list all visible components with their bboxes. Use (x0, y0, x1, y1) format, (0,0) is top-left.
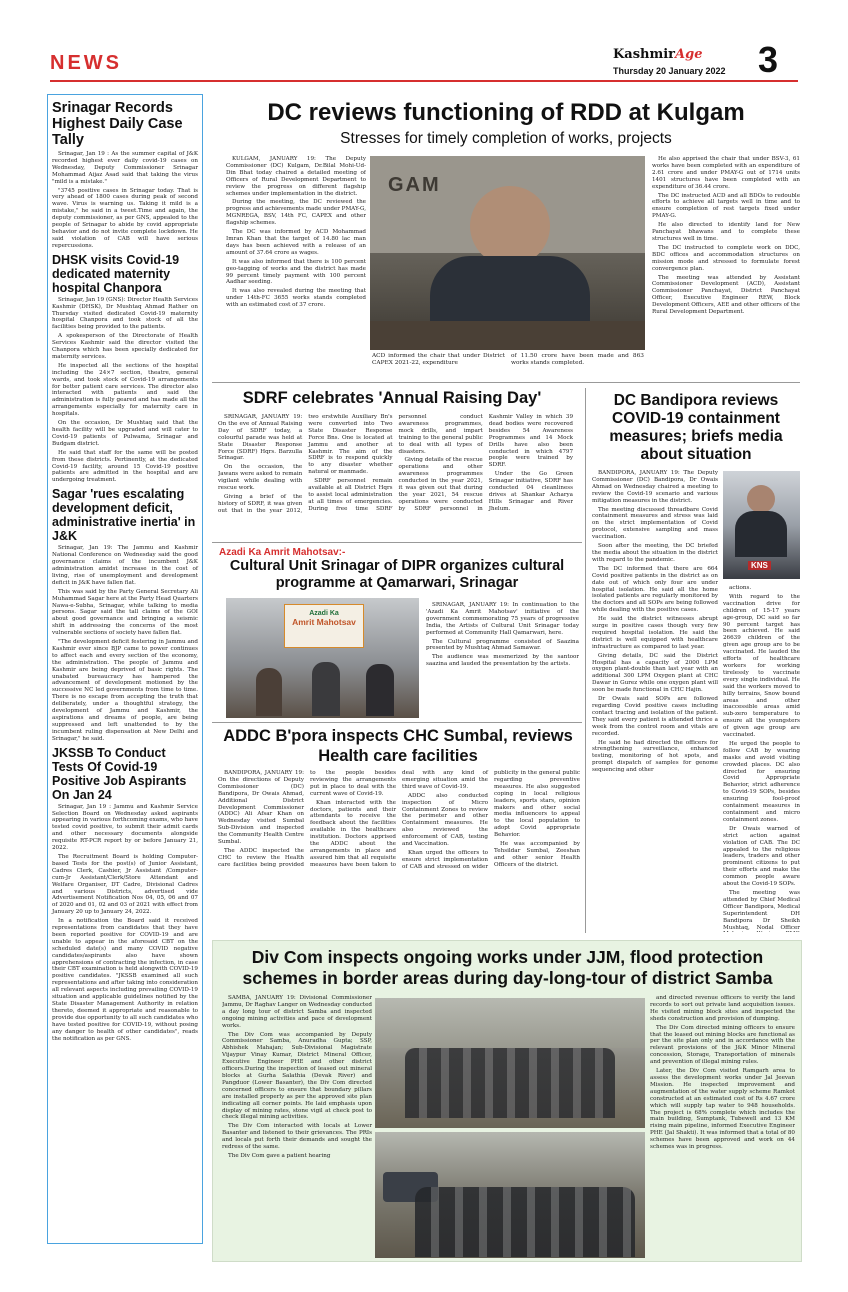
paragraph: He said the district witnesses abrupt surge in positive cases though very few required hospital isolation. He said the district is well equipped with healthcare infrastructure as compared to last year. (592, 616, 718, 650)
photo-person (747, 485, 775, 513)
paragraph: The Cultural programme consisted of Saazina presented by Mushtaq Ahmad Samawar. (426, 638, 579, 652)
paragraph: SRINAGAR, JANUARY 19: On the eve of Annual Raising Day of SDRF today, a colourful parade was held at State Disaster Response Force (SDRF) Hqrs. Barzulla Srinagar. (218, 414, 303, 462)
paragraph: During the meeting, the DC reviewed the progress and achievements made under PMAY-G, MGNREGA, BSV, 14th FC, CAPEX and other flagship schemes. (226, 199, 366, 227)
paragraph: In a notification the Board said it received representations from candidates that they have been reported positive for COVID-19 and are unable to appear in the aforesaid CBT on the scheduled date(s) and many COVID negative candidates/aspirants also have shown apprehensions of contracting the infection, in case their CBT examination is held alongwith COVID-19 positive candidates. "JKSSB examined all such representations and after taking into consideration all relevant aspects including prevailing COVID-19 situation and applicable guidelines notified by the State Disaster Management Authority in relation thereto, deemed it appropriate and reasonable to provide due opportunity to all such candidates who have tested positive for COVID-19, without posing any danger to health of other candidates", reads the notification as per GNS. (52, 918, 198, 1042)
bandipora-headline: DC Bandipora reviews COVID-19 containment measures; briefs media about situation (609, 392, 783, 463)
masthead-rule (50, 80, 798, 82)
paragraph: A spokesperson of the Directorate of Health Services Kashmir said the director visited the Chanpora which has been specially dedicated for maternity services. (52, 333, 198, 360)
caption-part: of 11.50 crore have been made and 863 works stands completed. (511, 353, 644, 366)
photo-person (470, 186, 550, 266)
brief-body (52, 804, 198, 1043)
brand-logo (613, 47, 703, 62)
photo-group (415, 1187, 635, 1257)
paragraph: Giving a brief of the history of SDRF, it was given out that in the year 2012, two erstwhile Auxiliary Bn's were converted into Two State Disaster Response Force Bns. One is located at Jammu and another at Kashmir. The aim of the SDRF is to respond quickly to any disaster whether natural or manmade. (218, 414, 393, 514)
lead-photo (370, 156, 645, 350)
paragraph: Srinagar, Jan 19: The Jammu and Kashmir National Conference on Wednesday said the good governance claims of the incumbent J&K administration amidst increase in the cost of living, rise of unemployment and development deficit in J&K have fallen flat. (52, 545, 198, 586)
paragraph: BANDIPORA, JANUARY 19: On the directions of Deputy Commissioner (DC) Bandipora, Dr Owais Ahmad, Additional District Development Commissioner (ADDC) Ali Afsar Khan on Wednesday visited Sumbal Sub-Division and inspected the Community Health Centre Sumbal. (218, 770, 304, 846)
photo-wall-lettering: GAM (388, 174, 441, 196)
photo-label: KNS (748, 561, 771, 570)
performer-figure (312, 662, 340, 716)
paragraph: He was accompanied by Tehsildar Sumbal, Zeeshan and other senior Health Officers of the district. (494, 841, 580, 868)
paragraph: Dr Owais said SOPs are followed regarding Covid positive cases including contact tracing and isolation of the patient. They said every patient is attended thrice a week from the control room and vitals are recorded. (592, 696, 718, 737)
bandipora-column-1 (592, 470, 718, 932)
page-number: 3 (758, 39, 779, 80)
paragraph: He also apprised the chair that under BSV-3, 61 works have been completed with an expenditure of 2.61 crore and under PMAY-G out of 1714 units 1401 structures have been completed with an expenditure of 36.44 crore. (652, 156, 800, 190)
amrit-body (426, 602, 579, 718)
brand-left: Kashmir (613, 47, 676, 62)
paragraph: On the occasion, Dr Mushtaq said that the health facility will be upgraded and will cater to Covid-19 patients of Pulwama, Srinagar and Budgam district. (52, 420, 198, 447)
photo-person-body (735, 511, 787, 557)
paragraph: and directed revenue officers to verify the land records to sort out private land acquisition issues. He visited mining block sites and inspected the sheds construction and provision of dumping. (650, 995, 795, 1022)
column-divider (585, 388, 586, 933)
paragraph: He also directed to identify land for New Panchayat bhawans and to complete these structures well in time. (652, 222, 800, 242)
paragraph: Giving details of the rescue operations and other awareness programmes conducted in the year 2021, it was given out that during the year 2021, 54 rescue operations were conducted by SDRF personnel in Kashmir Valley in which 39 dead bodies were recovered besides 54 Awareness Programmes and 14 Mock Drills have also been conducted in which 4797 people were trained by SDRF. (398, 414, 573, 512)
paragraph: Srinagar, Jan 19 : As the summer capital of J&K recorded highest ever daily covid-19 cases on Wednesday, Deputy Commissioner Srinagar Mohammad Aijaz Asad said that taking the virus "mild is a mistake." (52, 151, 198, 185)
divcom-column-1 (222, 995, 372, 1257)
brief-headline: DHSK visits Covid-19 dedicated maternity hospital Chanpora (52, 252, 180, 295)
brief-body (52, 151, 198, 250)
paragraph: He inspected all the sections of the hospital including the 24×7 section, theatre, general wards, and took stock of Covid-19 arrangements for better patient care services. The director also interacted with patients and said the administration is fully geared and has made all the arrangements especially for maternity care in hospitals. (52, 362, 198, 418)
paragraph: KULGAM, JANUARY 19: The Deputy Commissioner (DC) Kulgam, Dr.Bilal Mohi-Ud-Din Bhat today chaired a detailed meeting of Officers of Rural Development Department to review the progress on different flagship schemes under implementation in the district. (226, 156, 366, 197)
photo-group (405, 1048, 615, 1118)
bandipora-column-2 (723, 585, 800, 932)
amrit-photo (226, 598, 419, 718)
paragraph: The meeting discussed threadbare Covid containment measures and stress was laid on the strict implementation of Covid protocol, extensive sampling and mass vaccination. (592, 506, 718, 541)
paragraph: Srinagar, Jan 19 : Jammu and Kashmir Service Selection Board on Wednesday asked aspirants appearing in various forthcoming exams, who have tested covid positive, to submit their admit cards and other necessary documents alongside requisite RT-PCR report by or before January 21, 2022. (52, 803, 198, 852)
divcom-photo-top (375, 998, 645, 1128)
paragraph: The DC informed that there are 664 Covid positive patients in the district as on date out of which only four are under hospital isolation. He said all the home isolated patients are regularly monitored by the doctors and all SOPs are being followed while dealing with the positive cases. (592, 565, 718, 614)
paragraph: The meeting was attended by Chief Medical Officer Bandipora, Medical Superintendent DH Bandipora Dr Sheikh Mushtaq, Nodal Officer (723, 889, 800, 931)
banner-line: Azadi Ka (309, 610, 339, 617)
paragraph: He urged the people to follow CAB by wearing masks and avoid visiting crowded places. DC also directed for ensuring Covid Appropriate Behavior, strict adherence to Covid-19 SOPs, besides ensuring fool-proof containment measures in containment and micro containment zones. (723, 740, 800, 823)
sdrf-headline: SDRF celebrates 'Annual Raising Day' (242, 389, 542, 407)
issue-date: Thursday 20 January 2022 (613, 66, 726, 76)
sidebar-news-briefs (47, 94, 203, 1244)
bandipora-photo (723, 471, 800, 579)
photo-trees (375, 998, 645, 1048)
amrit-kicker: Azadi Ka Amrit Mahotsav:- (219, 547, 346, 558)
paragraph: The DC instructed to complete work on DDC, BDC offices and accommodation structures on mission mode and stressed to formulate forest convergence plan. (652, 244, 800, 272)
paragraph: ADDC also conducted inspection of Micro Containment Zones to review the perimeter and other Containment measures. He also reviewed the enforcement of CAB, testing and Vaccination. (402, 792, 488, 848)
paragraph: It was also informed that there is 100 percent geo-tagging of works and the district has made 99 percent timely payment with 100 percent Aadhar seeding. (226, 258, 366, 286)
paragraph: The Recruitment Board is holding Computer-based Tests for the post(s) of Junior Assistant, Cadres Clerk, Cashier, Jr Assistant /Computer-cum-Jr Assistant/Clerk/Store Attendant and Welfare Organiser, DT Cadre, Divisional Cadres and various Districts, advertised vide Advertisement Notification Nos 04, 05, 06 and 07 of 2020 and 01, 02 and 03 of 2021 with effect from January 20 up to January 24, 2022. (52, 853, 198, 916)
paragraph: The Div Com was accompanied by Deputy Commissioner Samba, Anuradha Gupta; SSP, Abhishek Mahajan; Sub-Divisional Magistrate Vijaypur Vinay Kumar, District Mineral Officer, Executive Engineer PHE and other district officers.During the inspection of leased out mineral blocks at Gurha Salathia (Devak River) and Pangduor (Lower Basanter), the Div Com directed concerned officers to ensure that boundary pillars are installed properly as per the approved site plan indicating all corner points. He laid emphasis upon display of mining rates, stone vigil at check post to check illegal mining activities. (222, 1031, 372, 1121)
amrit-headline: Cultural Unit Srinagar of DIPR organizes cultural programme at Qamarwari, Srinagar (229, 558, 565, 591)
paragraph: Later, the Div Com visited Ramgarh area to assess the development works under Jal Jeevan Mission. He inspected improvement and augmentation of the water supply scheme Ramkot constructed at an estimated cost of Rs 4.67 crore which will supply tap water to 948 households. The project is 68% complete which includes the main building, Sumptank, Tubewell and 13 KM rising main pipeline, informed Executive Engineer PHE (Jal Shakti). It was informed that a total of 80 schemes have been approved and work on 44 schemes was in progress. (650, 1068, 795, 1151)
brief-headline: Sagar 'rues escalating development deficit, administrative inertia' in J&K (52, 487, 196, 544)
paragraph: This was said by the Party General Secretary Ali Muhammad Sagar here at the Party Head Quarters Nawa-e-Subha, Srinagar, while talking to media persons. Sagar said the tall claims of the GOI about good governance and bringing a seismic shift in addressing the concerns of the most vulnerable sections of society have fallen flat. (52, 588, 198, 637)
lead-headline: DC reviews functioning of RDD at Kulgam (267, 99, 745, 126)
paragraph: Khan interacted with the doctors, patients and their attendants to receive the feedback about the facilities available in the healthcare institution. Doctors apprised the ADDC about the arrangements in place and assured him that all requisite measures have been taken to deal with any kind of emerging situation amid the third wave of Covid-19. (310, 770, 488, 868)
paragraph: With regard to the vaccination drive for children of 15-17 years age-group, DC said so far 90 percent target has been achieved. He said 26639 children of the given age group are to be vaccinated. He lauded the efforts of healthcare workers for working tirelessly to vaccinate every single individual. He said the workers moved to hilly terrains, Snow bound areas and other inaccessible areas amid sub-zero temperature to ensure all the youngsters of given age group are vaccinated. (723, 593, 800, 739)
paragraph: The Div Com interacted with locals at Lower Basanter and listened to their grievances. The PRIs and locals put forth their demands and sought the redress of the same. (222, 1123, 372, 1151)
paragraph: The Div Com directed mining officers to ensure that the leased out mining blocks are functional as per the site plan only and in accordance with the relevant provisions of the J&K Minor Mineral concession, Storage, Transportation of minerals and prevention of illegal mining rules. (650, 1024, 795, 1066)
addc-body (218, 770, 580, 933)
paragraph: BANDIPORA, JANUARY 19: The Deputy Commissioner (DC) Bandipora, Dr Owais Ahmad on Wednesday chaired a meeting to review the Covid-19 scenario and various mitigation measures in the district. (592, 470, 718, 504)
paragraph: The DC instructed ACD and all BDOs to redouble efforts to achieve all targets well in time and to ensure completion of rest targets fixed under PMAY-G. (652, 192, 800, 220)
lead-photo-caption (372, 353, 644, 367)
paragraph: "3745 positive cases in Srinagar today. That is very ahead of 1800 cases during peak of second wave. Virus is warning us. Taking it mild is a mistake," he said in a tweet.Time and again, the deputy commissioner, as per GNS, appealed to the people of Srinagar to abide by covid appropriate behavior and do not invite complete lockdown. He said violation of CAB will have serious repercussions. (52, 187, 198, 249)
paragraph: Khan urged the officers to ensure strict implementation of CAB and stressed on wider publicity in the general public regarding preventive measures. He also suggested coping in local religious leaders, sports stars, opinion makers and other social media influencers to appeal to the local population to adopt Covid appropriate Behavior. (402, 770, 580, 870)
paragraph: It was also revealed during the meeting that under 14th-FC 3655 works stands completed with an estimated cost of 37 crore. (226, 288, 366, 309)
brief-headline: Srinagar Records Highest Daily Case Tally (52, 100, 183, 148)
paragraph: "The development deficit festering in Jammu and Kashmir ever since BJP came to power continues to affect each and every section of the economy, the administration. The people of Jammu and Kashmir are being deprived of basic rights. The unabated bureaucracy has hampered the advancement of development motioned by the successive NC led governments from time to time. There is no escape from accepting the truth that deliberately, under a thoughtful strategy, the development of Jammu and Kashmir, the aspirations and dreams of people, are being suppressed and left unattended to by the incumbent ruling dispensation at New Delhi and Srinagar," he said. (52, 639, 198, 742)
paragraph: SRINAGAR, JANUARY 19: In continuation to the 'Azadi Ka Amrit Mahotsav' initiative of the government commemorating 75 years of progressive India, the Artists of Cultural Unit Srinagar today performed at Community Hall Qamarwari, here. (426, 602, 579, 636)
brief-body (52, 297, 198, 485)
section-label: NEWS (50, 52, 122, 74)
paragraph: Srinagar, Jan 19 (GNS): Director Health Services Kashmir (DHSK), Dr Mushtaq Ahmad Rather on Thursday visited dedicated Covid-19 maternity hospital Chanpora and took stock of all the facilities being provided to the patients. (52, 296, 198, 331)
divcom-photo-bottom (375, 1132, 645, 1258)
sdrf-body (218, 414, 573, 539)
performer-figure (366, 664, 394, 716)
divcom-headline: Div Com inspects ongoing works under JJM, flood protection schemes in border areas during day-long-tour of district Samba (242, 947, 773, 988)
divider (212, 382, 800, 383)
caption-part: ACD informed the chair that under District CAPEX 2021-22, expenditure (372, 353, 505, 366)
brand-right: Age (675, 47, 703, 62)
paragraph: Under the Go Green Srinagar initiative, SDRF has conducted 04 cleanliness drives at Shankar Acharya Hills Srinagar and River Jhelum. (488, 471, 573, 512)
paragraph: The ADDC inspected the CHC to review the Health care facilities being provided to the people besides reviewing the arrangements put in place to deal with the current wave of Covid-19. (218, 770, 396, 868)
addc-headline: ADDC B'pora inspects CHC Sumbal, reviews Health care facilities (223, 727, 573, 765)
amrit-banner (284, 604, 364, 648)
performer-figure (256, 668, 282, 716)
paragraph: actions. (729, 585, 752, 591)
paragraph: Giving details, DC said the District Hospital has a capacity of 2000 LPM oxygen plant-double than last year with an additional 300 LPM Oxygen plant at CHC Dawar in Gurez while one oxygen plant will soon be made functional in CHC Hajin. (592, 652, 718, 694)
paragraph: The meeting was attended by Assistant Commissioner Development (ACD), Assistant Commissioner Panchayat, District Panchayat Officer, Executive Engineer REW, Block Development Officers, AEE and other officers of the Rural Development Department. (652, 274, 800, 316)
brief-body (52, 545, 198, 742)
divcom-column-2 (650, 995, 795, 1257)
lead-column-1 (226, 156, 366, 378)
paragraph: SDRF personnel remain available at all District Hqrs to assist local administration at all times of emergencies. During free time SDRF personnel conduct awareness programmes, mock drills, and impart training to the general public to deal with all types of disasters. (308, 414, 483, 512)
paragraph: Dr Owais warned of strict action against violation of CAB. The DC appealed to the religious leaders, traders and other prominent citizens to put their efforts and make the common people aware about the Covid-19 SOPs. (723, 825, 800, 888)
paragraph: He said that staff for the same will be posted from these districts. Pertinently, at the dedicated Covid-19 facility, around 15 Covid-19 positive patients are admitted in the hospital and are undergoing treatment. (52, 449, 198, 484)
paragraph: The audience was mesmerized by the santoor saazina and lauded the presentation by the artists. (426, 654, 579, 668)
divider (212, 722, 582, 723)
paragraph: He said he had directed the officers for strengthening surveillance, enhanced testing, monitoring of hot spots, and prompt dispatch of samples for genome sequencing and other (592, 739, 718, 774)
paragraph: On the occasion, the Jawans were asked to remain vigilant while dealing with rescue work. (218, 464, 303, 492)
paragraph: The DC was informed by ACD Mohammad Imran Khan that the target of 14.80 lac man days has been achieved with a release of an amount of 37.64 crore as wages. (226, 229, 366, 256)
banner-line: Amrit Mahotsav (292, 617, 356, 627)
photo-desk (370, 321, 645, 350)
paragraph: Soon after the meeting, the DC briefed the media about the situation in the district with regard to the pandemic. (592, 543, 718, 563)
paragraph: SAMBA, JANUARY 19: Divisional Commissioner Jammu, Dr Raghav Langer on Wednesday conducted a day long tour of district Samba and inspected ongoing mining activities and pace of development works. (222, 995, 372, 1029)
lead-column-2 (652, 156, 800, 378)
lead-subhead: Stresses for timely completion of works, projects (340, 130, 672, 147)
paragraph: The Div Com gave a patient hearing (228, 1152, 331, 1159)
brief-headline: JKSSB To Conduct Tests Of Covid-19 Positive Job Aspirants On Jan 24 (52, 745, 187, 802)
divider (212, 542, 582, 543)
